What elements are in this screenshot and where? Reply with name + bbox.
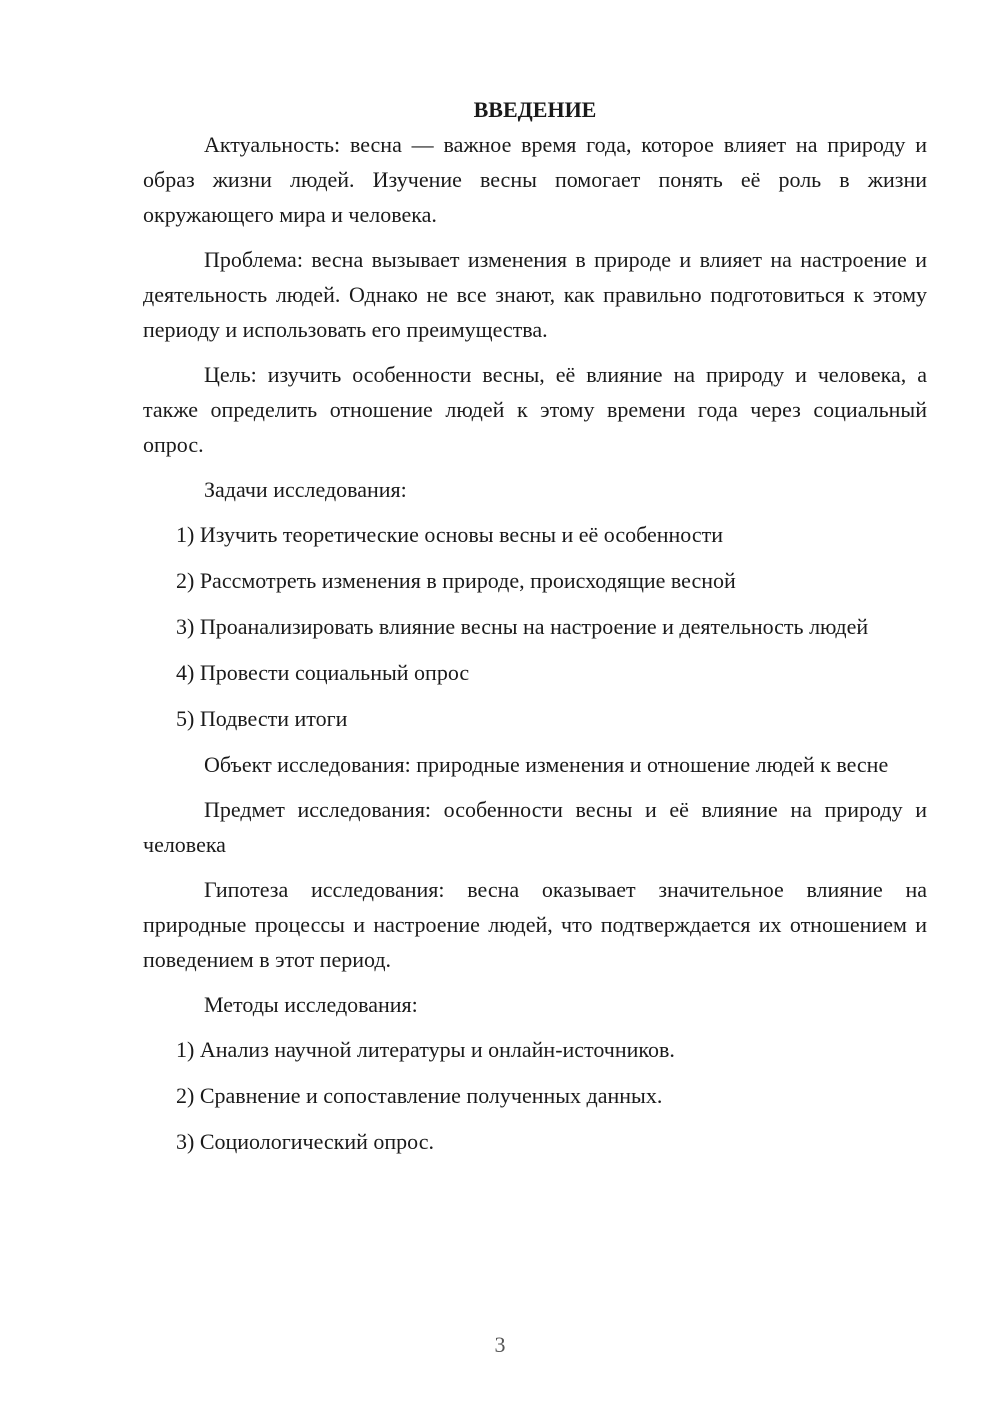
task-item: 3) Проанализировать влияние весны на настроение и деятельность людей [176,614,869,639]
task-item: 2) Рассмотреть изменения в природе, происходящие весной [176,568,736,593]
document-page [143,92,927,1170]
task-item: 5) Подвести итоги [176,706,348,731]
page-title: ВВЕДЕНИЕ [473,97,597,122]
paragraph-goal: Цель: изучить особенности весны, её влияние на природу и человека, а также определить отношение людей к этому времени года через социальный опрос. [143,362,927,457]
paragraph-hypothesis: Гипотеза исследования: весна оказывает значительное влияние на природные процессы и настроение людей, что подтверждается их отношением и поведением в этот период. [143,877,927,972]
paragraph-methods-heading: Методы исследования: [204,992,418,1017]
page-number: 3 [494,1332,506,1357]
paragraph-relevance: Актуальность: весна — важное время года, которое влияет на природу и образ жизни людей. Изучение весны помогает понять её роль в жизни окружающего мира и человека. [143,132,927,227]
task-item: 4) Провести социальный опрос [176,660,470,685]
method-item: 2) Сравнение и сопоставление полученных данных. [176,1083,663,1108]
method-item: 3) Социологический опрос. [176,1129,434,1154]
paragraph-tasks-heading: Задачи исследования: [204,477,407,502]
paragraph-problem: Проблема: весна вызывает изменения в природе и влияет на настроение и деятельность людей. Однако не все знают, как правильно подготовиться к этому периоду и использовать его преимущества. [143,247,927,342]
task-item: 1) Изучить теоретические основы весны и её особенности [176,522,724,547]
paragraph-subject: Предмет исследования: особенности весны и её влияние на природу и человека [143,797,927,857]
method-item: 1) Анализ научной литературы и онлайн-источников. [176,1037,675,1062]
paragraph-object: Объект исследования: природные изменения и отношение людей к весне [204,752,889,777]
